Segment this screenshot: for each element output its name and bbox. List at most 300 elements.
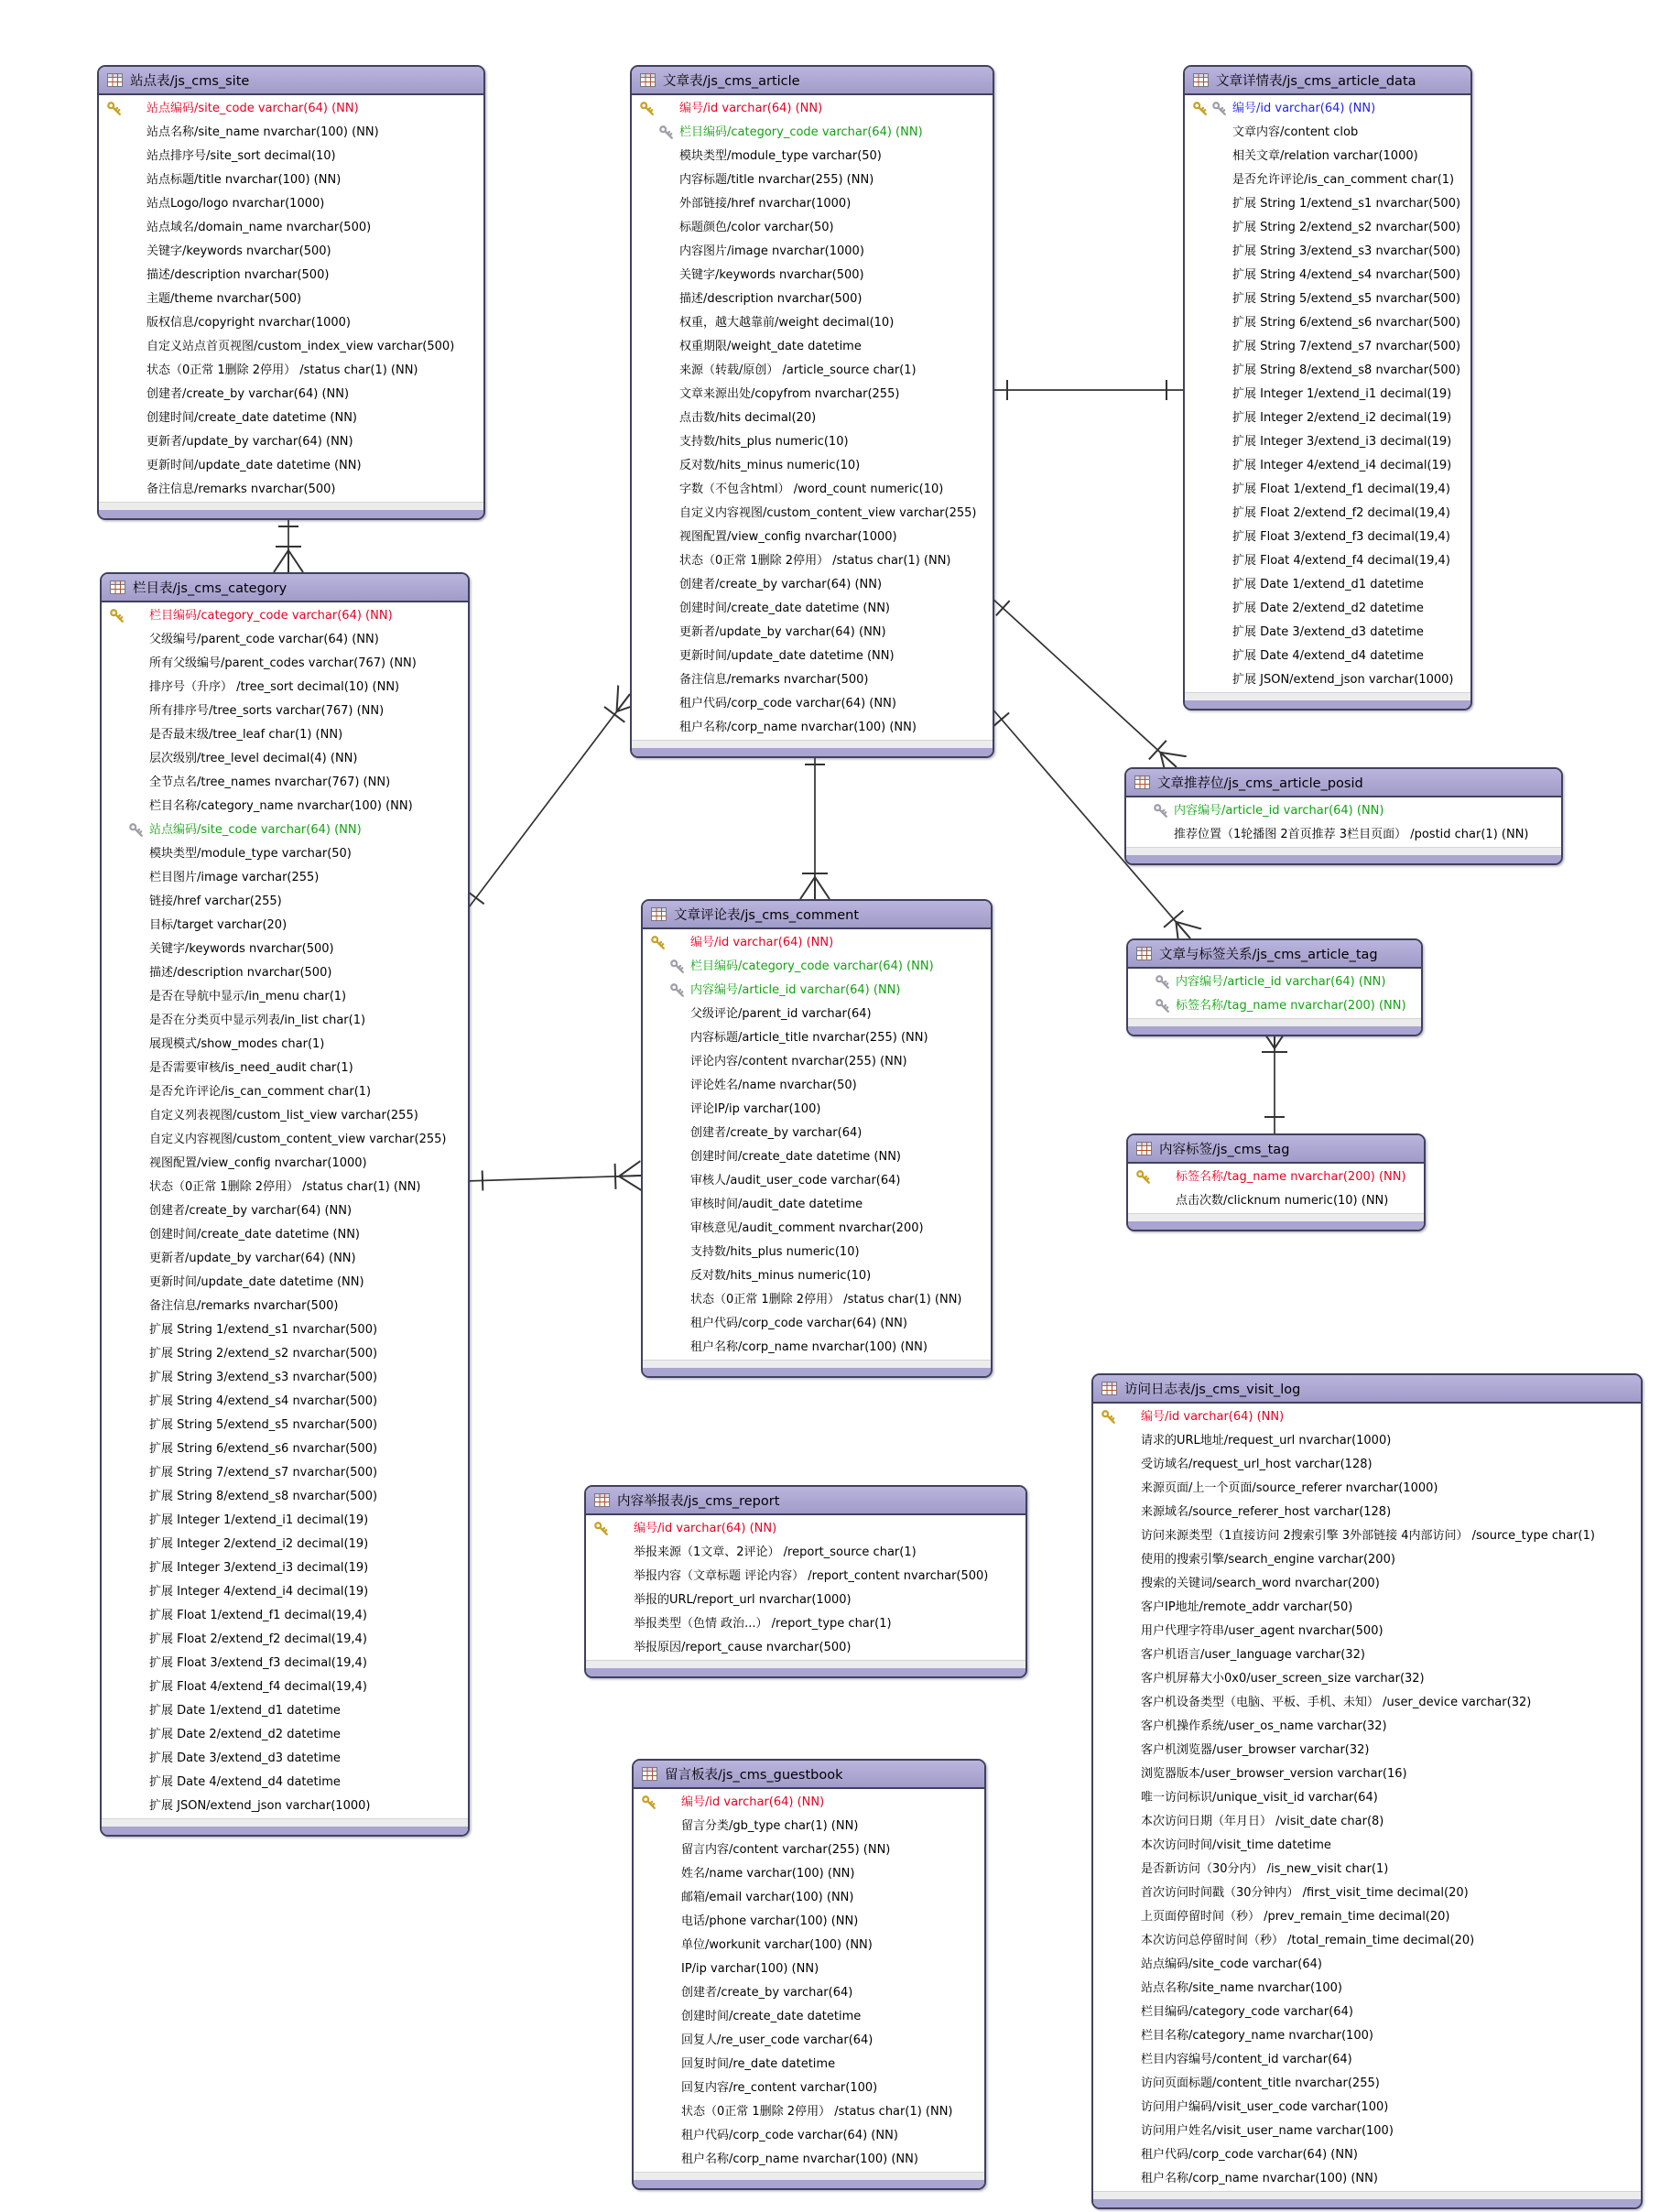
table-header-guestbook	[634, 1761, 984, 1789]
field-row	[1185, 145, 1470, 168]
table-article[interactable]	[630, 65, 994, 758]
field-label: 栏目编码/category_code varchar(64) (NN)	[690, 960, 934, 973]
gold-key-icon	[641, 1795, 657, 1811]
table-category[interactable]	[100, 572, 470, 1837]
field-label: 内容标题/title nvarchar(255) (NN)	[679, 173, 874, 187]
field-label: 客户机语言/user_language varchar(32)	[1141, 1648, 1365, 1662]
field-label: 状态（0正常 1删除 2停用） /status char(1) (NN)	[679, 554, 951, 568]
field-row	[102, 1128, 468, 1152]
field-label: 字数（不包含html） /word_count numeric(10)	[679, 483, 944, 496]
field-row	[1185, 192, 1470, 216]
field-row	[1093, 1405, 1641, 1429]
field-label: 标题颜色/color varchar(50)	[679, 221, 834, 234]
field-label: 文章内容/content clob	[1232, 125, 1359, 139]
table-footer	[1126, 847, 1561, 855]
field-label: 是否允许评论/is_can_comment char(1)	[1232, 173, 1455, 187]
table-report[interactable]	[584, 1485, 1027, 1678]
field-label: 关键字/keywords nvarchar(500)	[146, 244, 331, 258]
field-label: 是否在分类页中显示列表/in_list char(1)	[149, 1014, 366, 1027]
field-label: 是否在导航中显示/in_menu char(1)	[149, 990, 347, 1003]
field-row	[102, 1414, 468, 1437]
field-row	[99, 383, 483, 407]
field-row	[99, 216, 483, 240]
table-grid-icon	[1136, 947, 1152, 960]
field-row	[643, 1264, 991, 1288]
field-row	[1185, 645, 1470, 668]
field-label: 扩展 Float 3/extend_f3 decimal(19,4)	[1232, 530, 1450, 544]
field-row	[1093, 2048, 1641, 2072]
field-row	[102, 1080, 468, 1104]
field-label: 标签名称/tag_name nvarchar(200) (NN)	[1176, 999, 1406, 1013]
field-label: 描述/description nvarchar(500)	[679, 292, 863, 306]
field-row	[99, 192, 483, 216]
field-label: 审核意见/audit_comment nvarchar(200)	[690, 1221, 924, 1235]
gold-key-icon	[109, 608, 125, 624]
field-row	[102, 747, 468, 771]
field-label: 扩展 Integer 4/extend_i4 decimal(19)	[1232, 459, 1452, 472]
field-row	[643, 979, 991, 1003]
gold-key-icon	[1101, 1409, 1117, 1426]
field-label: 扩展 Date 3/extend_d3 datetime	[1232, 625, 1424, 639]
field-label: 内容编号/article_id varchar(64) (NN)	[1176, 975, 1386, 989]
field-row	[632, 311, 993, 335]
field-row	[643, 1050, 991, 1074]
field-label: 扩展 String 2/extend_s2 nvarchar(500)	[149, 1347, 378, 1361]
field-label: 更新者/update_by varchar(64) (NN)	[146, 435, 353, 449]
field-row	[1093, 1429, 1641, 1453]
field-row	[632, 121, 993, 145]
field-row	[99, 287, 483, 311]
table-grid-icon	[1101, 1382, 1117, 1395]
field-row	[1093, 1524, 1641, 1548]
table-footer-accent	[102, 1827, 468, 1835]
field-label: 站点标题/title nvarchar(100) (NN)	[146, 173, 342, 187]
field-label: 租户代码/corp_code varchar(64) (NN)	[681, 2129, 898, 2142]
field-label: 扩展 Integer 2/extend_i2 decimal(19)	[1232, 411, 1452, 425]
field-row	[102, 795, 468, 819]
table-grid-icon	[640, 73, 656, 87]
field-label: 全节点名/tree_names nvarchar(767) (NN)	[149, 775, 391, 789]
table-footer	[1185, 692, 1470, 700]
field-label: 是否新访问（30分内） /is_new_visit char(1)	[1141, 1862, 1389, 1876]
gray-key-icon	[669, 959, 686, 975]
table-body-article_data	[1185, 95, 1470, 692]
field-label: 举报内容（文章标题 评论内容） /report_content nvarchar(500)	[634, 1569, 989, 1583]
table-visit_log[interactable]	[1091, 1373, 1643, 2209]
field-row	[1093, 1881, 1641, 1905]
field-label: 使用的搜索引擎/search_engine varchar(200)	[1141, 1553, 1395, 1567]
field-row	[634, 1981, 984, 2005]
field-label: 外部链接/href nvarchar(1000)	[679, 197, 852, 211]
field-row	[634, 1957, 984, 1981]
field-label: 创建时间/create_date datetime	[681, 2010, 862, 2023]
gray-key-icon	[658, 125, 675, 141]
table-body-article_tag	[1128, 969, 1421, 1018]
table-site[interactable]	[97, 65, 485, 520]
table-header-site	[99, 67, 483, 95]
field-label: 备注信息/remarks nvarchar(500)	[149, 1299, 339, 1313]
field-label: 扩展 Integer 1/extend_i1 decimal(19)	[149, 1513, 369, 1527]
field-label: 自定义内容视图/custom_content_view varchar(255)	[679, 506, 977, 520]
field-row	[586, 1589, 1025, 1612]
field-label: 创建者/create_by varchar(64)	[690, 1126, 863, 1140]
field-row	[102, 628, 468, 652]
field-row	[102, 890, 468, 914]
field-label: 编号/id varchar(64) (NN)	[1141, 1410, 1285, 1424]
field-row	[1185, 240, 1470, 264]
field-row	[99, 168, 483, 192]
field-row	[1185, 526, 1470, 549]
table-header-article_data	[1185, 67, 1470, 95]
field-label: 编号/id varchar(64) (NN)	[634, 1522, 777, 1535]
field-row	[586, 1517, 1025, 1541]
field-label: 举报的URL/report_url nvarchar(1000)	[634, 1593, 852, 1607]
field-row	[1093, 1477, 1641, 1501]
table-title-visit_log: 访问日志表/js_cms_visit_log	[1124, 1382, 1301, 1397]
field-row	[632, 359, 993, 383]
field-row	[634, 1791, 984, 1815]
field-row	[102, 1176, 468, 1199]
field-row	[632, 264, 993, 287]
field-label: 关键字/keywords nvarchar(500)	[149, 942, 334, 956]
field-label: 内容标题/article_title nvarchar(255) (NN)	[690, 1031, 928, 1045]
field-label: 创建时间/create_date datetime (NN)	[690, 1150, 902, 1164]
table-article_posid[interactable]	[1124, 767, 1563, 865]
field-label: 栏目名称/category_name nvarchar(100) (NN)	[149, 799, 413, 813]
field-row	[643, 1336, 991, 1360]
field-label: 扩展 Date 3/extend_d3 datetime	[149, 1751, 341, 1765]
table-grid-icon	[107, 73, 123, 87]
table-header-article	[632, 67, 993, 95]
field-row	[1093, 1548, 1641, 1572]
field-row	[632, 526, 993, 549]
field-label: 栏目编码/category_code varchar(64) (NN)	[149, 609, 393, 623]
field-row	[1185, 121, 1470, 145]
field-row	[1093, 1834, 1641, 1858]
table-grid-icon	[651, 907, 667, 921]
field-label: 请求的URL地址/request_url nvarchar(1000)	[1141, 1434, 1392, 1448]
field-label: 评论姓名/name nvarchar(50)	[690, 1079, 857, 1092]
field-label: 扩展 String 8/extend_s8 nvarchar(500)	[149, 1490, 378, 1503]
field-row	[634, 2005, 984, 2029]
field-row	[99, 264, 483, 287]
field-row	[1093, 1596, 1641, 1620]
field-label: 扩展 Integer 1/extend_i1 decimal(19)	[1232, 387, 1452, 401]
field-label: 栏目编码/category_code varchar(64)	[1141, 2005, 1353, 2019]
field-row	[643, 1122, 991, 1145]
field-row	[1185, 407, 1470, 430]
table-header-tag	[1128, 1135, 1424, 1164]
field-label: 更新时间/update_date datetime (NN)	[146, 459, 362, 472]
field-label: 站点排序号/site_sort decimal(10)	[146, 149, 336, 163]
field-label: 租户名称/corp_name nvarchar(100) (NN)	[690, 1340, 928, 1354]
field-row	[643, 1217, 991, 1241]
field-label: 扩展 String 6/extend_s6 nvarchar(500)	[149, 1442, 378, 1456]
table-grid-icon	[642, 1767, 657, 1781]
field-label: 扩展 String 6/extend_s6 nvarchar(500)	[1232, 316, 1461, 330]
field-label: 本次访问时间/visit_time datetime	[1141, 1838, 1331, 1852]
field-label: 租户名称/corp_name nvarchar(100) (NN)	[1141, 2172, 1378, 2185]
field-label: 更新时间/update_date datetime (NN)	[149, 1275, 364, 1289]
field-row	[99, 335, 483, 359]
table-footer-accent	[1093, 2199, 1641, 2207]
field-label: 受访域名/request_url_host varchar(128)	[1141, 1458, 1373, 1471]
field-row	[102, 676, 468, 699]
gold-key-icon	[106, 101, 123, 117]
field-row	[643, 1026, 991, 1050]
table-body-site	[99, 95, 483, 502]
field-row	[1185, 502, 1470, 526]
table-article_data[interactable]	[1183, 65, 1472, 710]
field-label: 编号/id varchar(64) (NN)	[690, 936, 834, 949]
field-row	[634, 2029, 984, 2053]
field-row	[102, 1580, 468, 1604]
field-row	[643, 1193, 991, 1217]
field-row	[632, 383, 993, 407]
field-row	[102, 1295, 468, 1318]
field-row	[632, 478, 993, 502]
field-label: 扩展 Float 1/extend_f1 decimal(19,4)	[149, 1609, 367, 1622]
field-label: 扩展 Date 2/extend_d2 datetime	[149, 1728, 341, 1741]
field-label: 扩展 Float 4/extend_f4 decimal(19,4)	[149, 1680, 367, 1694]
field-row	[632, 97, 993, 121]
field-row	[634, 1838, 984, 1862]
field-row	[99, 240, 483, 264]
table-title-article_data: 文章详情表/js_cms_article_data	[1216, 74, 1416, 89]
field-row	[632, 145, 993, 168]
field-label: 访问来源类型（1直接访问 2搜索引擎 3外部链接 4内部访问） /source_type char(1)	[1141, 1529, 1595, 1543]
field-row	[1093, 1715, 1641, 1739]
field-label: 标签名称/tag_name nvarchar(200) (NN)	[1176, 1170, 1406, 1184]
field-label: 反对数/hits_minus numeric(10)	[679, 459, 861, 472]
field-label: 回复内容/re_content varchar(100)	[681, 2081, 878, 2095]
field-row	[102, 914, 468, 938]
field-label: 自定义列表视图/custom_list_view varchar(255)	[149, 1109, 418, 1122]
field-label: 所有排序号/tree_sorts varchar(767) (NN)	[149, 704, 385, 718]
field-row	[102, 1675, 468, 1699]
field-row	[1128, 994, 1421, 1018]
field-row	[1126, 799, 1561, 823]
table-grid-icon	[110, 580, 125, 594]
field-label: 编号/id varchar(64) (NN)	[679, 102, 823, 115]
field-row	[102, 1152, 468, 1176]
field-label: 举报类型（色情 政治...） /report_type char(1)	[634, 1617, 892, 1631]
field-label: 举报来源（1文章、2评论） /report_source char(1)	[634, 1545, 917, 1559]
field-row	[102, 604, 468, 628]
field-row	[102, 961, 468, 985]
field-row	[1093, 2001, 1641, 2024]
field-label: 反对数/hits_minus numeric(10)	[690, 1269, 872, 1283]
table-footer	[643, 1360, 991, 1368]
gray-key-icon	[669, 982, 686, 999]
field-row	[99, 359, 483, 383]
field-label: 视图配置/view_config nvarchar(1000)	[679, 530, 897, 544]
field-row	[1185, 621, 1470, 645]
field-label: 创建时间/create_date datetime (NN)	[149, 1228, 361, 1242]
table-article_tag[interactable]	[1126, 938, 1423, 1036]
table-grid-icon	[594, 1493, 610, 1507]
field-label: 回复时间/re_date datetime	[681, 2057, 836, 2071]
field-label: 扩展 String 7/extend_s7 nvarchar(500)	[149, 1466, 378, 1480]
field-label: 租户代码/corp_code varchar(64) (NN)	[679, 697, 896, 710]
field-row	[102, 723, 468, 747]
field-label: 权重期限/weight_date datetime	[679, 340, 862, 353]
field-label: 站点Logo/logo nvarchar(1000)	[146, 197, 325, 211]
table-header-comment	[643, 901, 991, 929]
field-label: 点击次数/clicknum numeric(10) (NN)	[1176, 1194, 1389, 1208]
table-footer-accent	[1126, 855, 1561, 863]
table-body-tag	[1128, 1164, 1424, 1213]
field-row	[1185, 264, 1470, 287]
field-label: 扩展 JSON/extend_json varchar(1000)	[1232, 673, 1454, 687]
table-grid-icon	[1136, 1142, 1152, 1155]
field-label: 姓名/name varchar(100) (NN)	[681, 1867, 855, 1881]
gold-key-icon	[1135, 1169, 1152, 1186]
field-row	[1093, 2024, 1641, 2048]
field-row	[1185, 168, 1470, 192]
table-body-article_posid	[1126, 797, 1561, 847]
field-label: 扩展 Date 1/extend_d1 datetime	[1232, 578, 1424, 591]
field-label: 本次访问日期（年月日） /visit_date char(8)	[1141, 1815, 1384, 1828]
table-footer	[632, 740, 993, 748]
field-row	[1093, 1572, 1641, 1596]
field-row	[102, 1057, 468, 1080]
field-row	[102, 1104, 468, 1128]
field-label: 站点域名/domain_name nvarchar(500)	[146, 221, 372, 234]
field-label: 描述/description nvarchar(500)	[146, 268, 330, 282]
field-row	[1093, 1810, 1641, 1834]
field-label: 栏目内容编号/content_id varchar(64)	[1141, 2053, 1352, 2066]
field-label: 客户IP地址/remote_addr varchar(50)	[1141, 1600, 1353, 1614]
field-label: 回复人/re_user_code varchar(64)	[681, 2033, 873, 2047]
field-row	[102, 1366, 468, 1390]
table-footer	[99, 502, 483, 510]
field-row	[632, 168, 993, 192]
field-label: 扩展 String 2/extend_s2 nvarchar(500)	[1232, 221, 1461, 234]
table-header-article_posid	[1126, 769, 1561, 797]
field-label: 客户机设备类型（电脑、平板、手机、未知） /user_device varchar(32)	[1141, 1696, 1532, 1709]
field-label: 支持数/hits_plus numeric(10)	[679, 435, 849, 449]
field-row	[586, 1612, 1025, 1636]
table-title-article_posid: 文章推荐位/js_cms_article_posid	[1157, 776, 1363, 791]
field-row	[632, 502, 993, 526]
table-header-article_tag	[1128, 940, 1421, 969]
gray-key-icon	[1153, 803, 1169, 819]
field-row	[102, 985, 468, 1009]
field-row	[102, 1699, 468, 1723]
field-row	[102, 699, 468, 723]
gray-key-icon	[1155, 998, 1171, 1014]
table-comment[interactable]	[641, 899, 993, 1378]
field-label: 租户代码/corp_code varchar(64) (NN)	[690, 1317, 907, 1330]
field-label: IP/ip varchar(100) (NN)	[681, 1962, 819, 1976]
field-row	[102, 1795, 468, 1818]
field-label: 邮箱/email varchar(100) (NN)	[681, 1891, 854, 1904]
field-label: 状态（0正常 1删除 2停用） /status char(1) (NN)	[146, 363, 418, 377]
field-row	[102, 842, 468, 866]
table-guestbook[interactable]	[632, 1759, 986, 2190]
field-label: 用户代理字符串/user_agent nvarchar(500)	[1141, 1624, 1383, 1638]
field-label: 点击数/hits decimal(20)	[679, 411, 817, 425]
field-row	[1093, 2143, 1641, 2167]
table-footer	[102, 1818, 468, 1827]
field-label: 文章来源出处/copyfrom nvarchar(255)	[679, 387, 900, 401]
field-row	[1185, 216, 1470, 240]
field-row	[1093, 2120, 1641, 2143]
field-row	[102, 938, 468, 961]
field-row	[1093, 1905, 1641, 1929]
field-row	[102, 1509, 468, 1533]
field-row	[634, 2124, 984, 2148]
gold-key-icon	[593, 1521, 610, 1537]
field-row	[102, 866, 468, 890]
field-row	[634, 1886, 984, 1910]
field-label: 扩展 String 5/extend_s5 nvarchar(500)	[149, 1418, 378, 1432]
field-row	[634, 2076, 984, 2100]
field-label: 站点编码/site_code varchar(64) (NN)	[149, 823, 362, 837]
field-row	[632, 335, 993, 359]
table-title-comment: 文章评论表/js_cms_comment	[674, 908, 860, 923]
field-label: 关键字/keywords nvarchar(500)	[679, 268, 864, 282]
table-footer	[634, 2172, 984, 2180]
field-row	[1093, 1858, 1641, 1881]
field-row	[102, 1461, 468, 1485]
field-label: 扩展 Date 4/extend_d4 datetime	[149, 1775, 341, 1789]
field-row	[102, 1390, 468, 1414]
field-label: 主题/theme nvarchar(500)	[146, 292, 302, 306]
field-row	[634, 1910, 984, 1934]
field-label: 栏目名称/category_name nvarchar(100)	[1141, 2029, 1373, 2043]
field-row	[1185, 311, 1470, 335]
field-row	[99, 97, 483, 121]
field-label: 目标/target varchar(20)	[149, 918, 288, 932]
field-row	[1185, 478, 1470, 502]
gold-key-icon	[1192, 101, 1209, 117]
field-row	[632, 573, 993, 597]
table-header-report	[586, 1487, 1025, 1515]
field-label: 客户机浏览器/user_browser varchar(32)	[1141, 1743, 1370, 1757]
field-label: 链接/href varchar(255)	[149, 895, 282, 908]
field-row	[634, 2100, 984, 2124]
field-label: 审核时间/audit_date datetime	[690, 1198, 863, 1211]
field-row	[1128, 1189, 1424, 1213]
field-label: 推荐位置（1轮播图 2首页推荐 3栏目页面） /postid char(1) (NN)	[1174, 828, 1529, 841]
gray-key-icon	[128, 822, 145, 839]
field-row	[632, 407, 993, 430]
field-label: 电话/phone varchar(100) (NN)	[681, 1914, 859, 1928]
field-label: 扩展 String 8/extend_s8 nvarchar(500)	[1232, 363, 1461, 377]
field-row	[1185, 597, 1470, 621]
table-footer	[1128, 1018, 1421, 1026]
table-title-tag: 内容标签/js_cms_tag	[1159, 1143, 1290, 1157]
field-row	[1185, 454, 1470, 478]
field-row	[634, 1815, 984, 1838]
field-row	[102, 1199, 468, 1223]
field-label: 扩展 Float 1/extend_f1 decimal(19,4)	[1232, 483, 1450, 496]
field-label: 更新者/update_by varchar(64) (NN)	[149, 1252, 356, 1265]
table-footer-accent	[634, 2180, 984, 2188]
field-label: 是否需要审核/is_need_audit char(1)	[149, 1061, 353, 1075]
table-tag[interactable]	[1126, 1133, 1426, 1231]
field-label: 扩展 Float 3/extend_f3 decimal(19,4)	[149, 1656, 367, 1670]
field-label: 模块类型/module_type varchar(50)	[149, 847, 352, 861]
field-label: 状态（0正常 1删除 2停用） /status char(1) (NN)	[149, 1180, 421, 1194]
field-label: 扩展 Date 2/extend_d2 datetime	[1232, 602, 1424, 615]
relationship-article-article_posid	[991, 597, 1177, 767]
field-row	[102, 1556, 468, 1580]
gold-key-icon	[650, 935, 667, 951]
field-label: 状态（0正常 1删除 2停用） /status char(1) (NN)	[690, 1293, 962, 1307]
